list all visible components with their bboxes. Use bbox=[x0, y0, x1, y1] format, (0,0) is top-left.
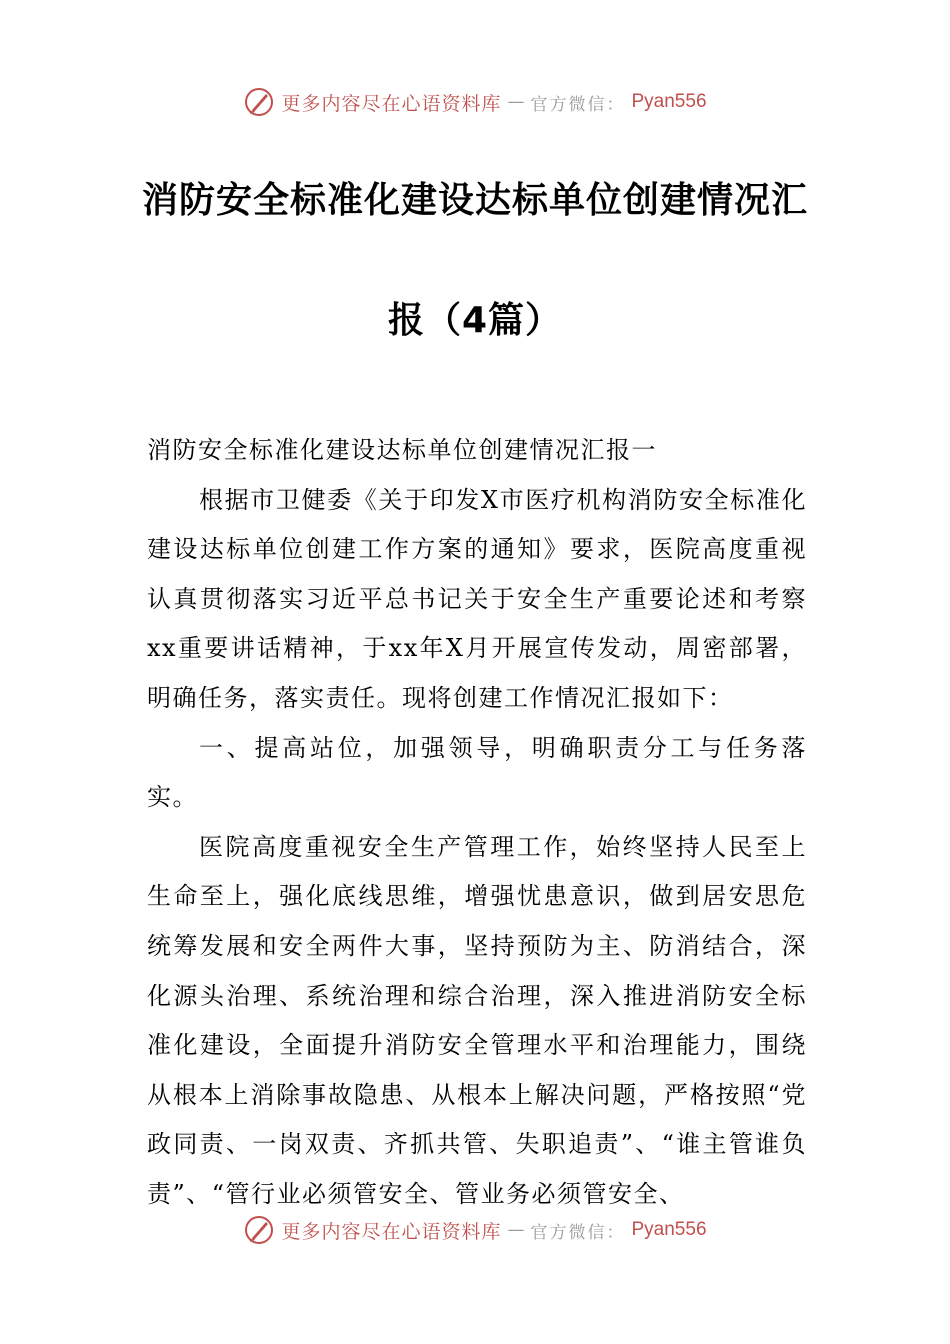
header-watermark bbox=[0, 80, 950, 124]
paragraph: 根据市卫健委《关于印发X市医疗机构消防安全标准化建设达标单位创建工作方案的通知》要求，医院高度重视认真贯彻落实习近平总书记关于安全生产重要论述和考察xx重要讲话精神，于xx年X月开展宣传发动，周密部署，明确任务，落实责任。现将创建工作情况汇报如下： bbox=[147, 485, 807, 712]
watermark-wechat-id: Pyan556 bbox=[631, 1219, 707, 1240]
document-title-line-1: 消防安全标准化建设达标单位创建情况汇 bbox=[141, 180, 808, 221]
subsection-heading: 一、提高站位，加强领导，明确职责分工与任务落实。 bbox=[147, 733, 807, 812]
watermark-wechat-label: 官方微信： bbox=[530, 94, 626, 115]
document-body bbox=[147, 426, 807, 1220]
watermark-text: 更多内容尽在心语资料库 bbox=[281, 92, 502, 115]
watermark-text: 更多内容尽在心语资料库 bbox=[281, 1220, 502, 1243]
watermark-wechat-label: 官方微信： bbox=[530, 1222, 626, 1243]
document-title-line-2: 报（4篇） bbox=[387, 300, 563, 341]
quill-logo-icon bbox=[243, 1214, 275, 1246]
paragraph: 医院高度重视安全生产管理工作，始终坚持人民至上生命至上，强化底线思维，增强忧患意识，做到居安思危统筹发展和安全两件大事，坚持预防为主、防消结合，深化源头治理、系统治理和综合治理，深入推进消防安全标准化建设，全面提升消防安全管理水平和治理能力，围绕从根本上消除事故隐患、从根本上解决问题，严格按照“党政同责、一岗双责、齐抓共管、失职追责”、“谁主管谁负责”、“管行业必须管安全、管业务必须管安全、 bbox=[147, 832, 807, 1208]
footer-watermark bbox=[0, 1208, 950, 1252]
watermark-dash: — bbox=[507, 1220, 525, 1240]
watermark-dash: — bbox=[507, 92, 525, 112]
quill-logo-icon bbox=[243, 86, 275, 118]
section-heading: 消防安全标准化建设达标单位创建情况汇报一 bbox=[147, 436, 657, 464]
watermark-wechat-id: Pyan556 bbox=[631, 91, 707, 112]
